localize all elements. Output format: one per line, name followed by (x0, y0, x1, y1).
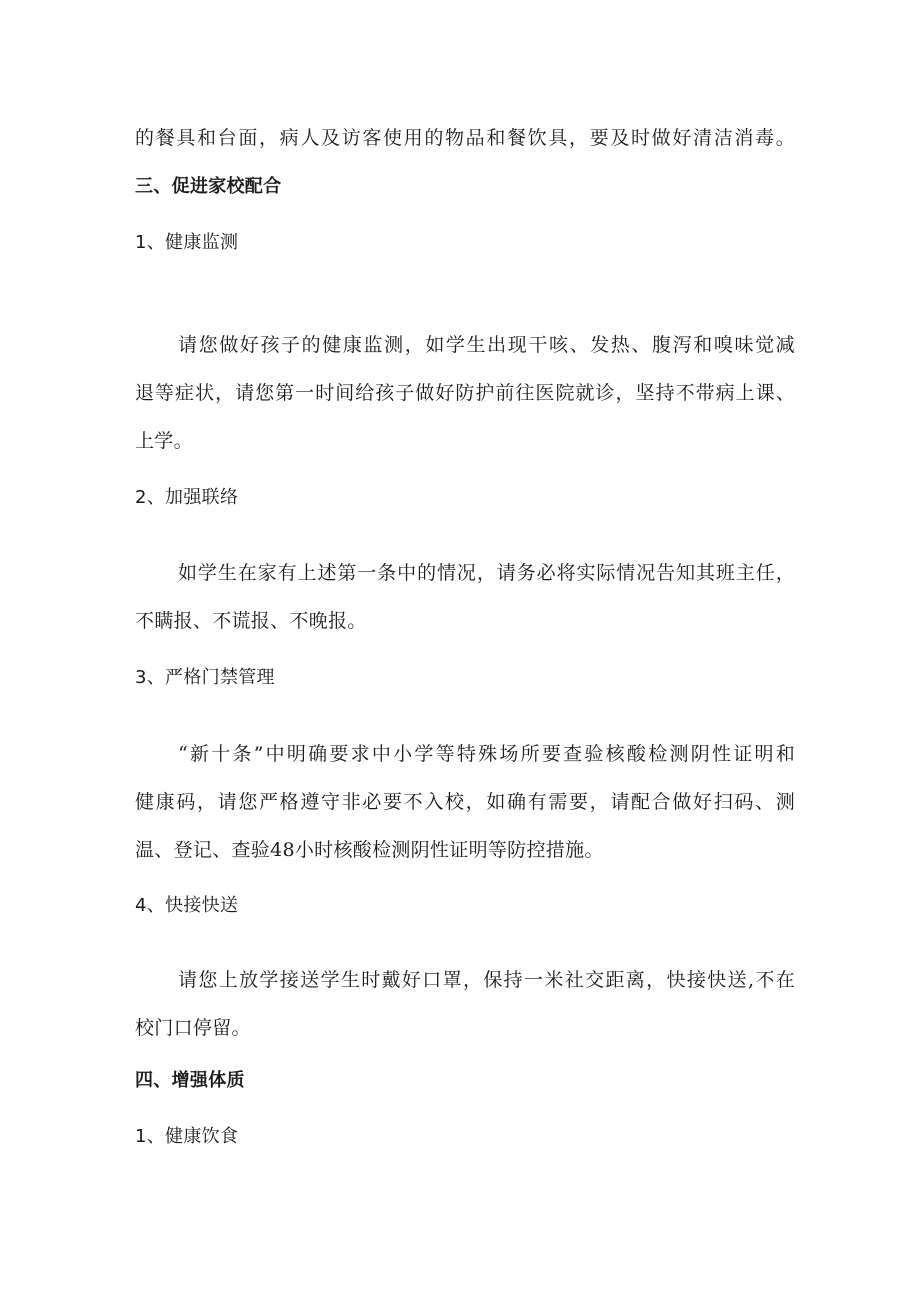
paragraph-line: 不瞒报、不谎报、不晚报。 (135, 610, 367, 632)
paragraph-line: 请您做好孩子的健康监测，如学生出现干咳、发热、腹泻和嗅味觉减 (178, 334, 795, 356)
subheading-strengthen-contact: 2、加强联络 (135, 487, 239, 508)
subheading-health-monitoring: 1、健康监测 (135, 232, 239, 253)
paragraph-line: 健康码，请您严格遵守非必要不入校，如确有需要，请配合做好扫码、测 (135, 791, 795, 813)
paragraph-line: 退等症状，请您第一时间给孩子做好防护前往医院就诊，坚持不带病上课、 (135, 382, 795, 404)
subheading-healthy-diet: 1、健康饮食 (135, 1126, 239, 1147)
paragraph-line: 请您上放学接送学生时戴好口罩，保持一米社交距离，快接快送,不在 (178, 969, 795, 991)
section-heading-3: 三、促进家校配合 (135, 176, 282, 197)
subheading-access-control: 3、严格门禁管理 (135, 667, 275, 688)
paragraph-line: “新十条”中明确要求中小学等特殊场所要查验核酸检测阴性证明和 (178, 743, 795, 765)
paragraph-line: 的餐具和台面，病人及访客使用的物品和餐饮具，要及时做好清洁消毒。 (135, 127, 795, 149)
paragraph-line: 上学。 (135, 430, 193, 452)
paragraph-line: 温、登记、查验48小时核酸检测阴性证明等防控措施。 (135, 839, 604, 861)
section-heading-4: 四、增强体质 (135, 1070, 245, 1091)
paragraph-line: 校门口停留。 (135, 1017, 251, 1039)
paragraph-line: 如学生在家有上述第一条中的情况，请务必将实际情况告知其班主任， (178, 562, 795, 584)
subheading-quick-pickup: 4、快接快送 (135, 895, 239, 916)
